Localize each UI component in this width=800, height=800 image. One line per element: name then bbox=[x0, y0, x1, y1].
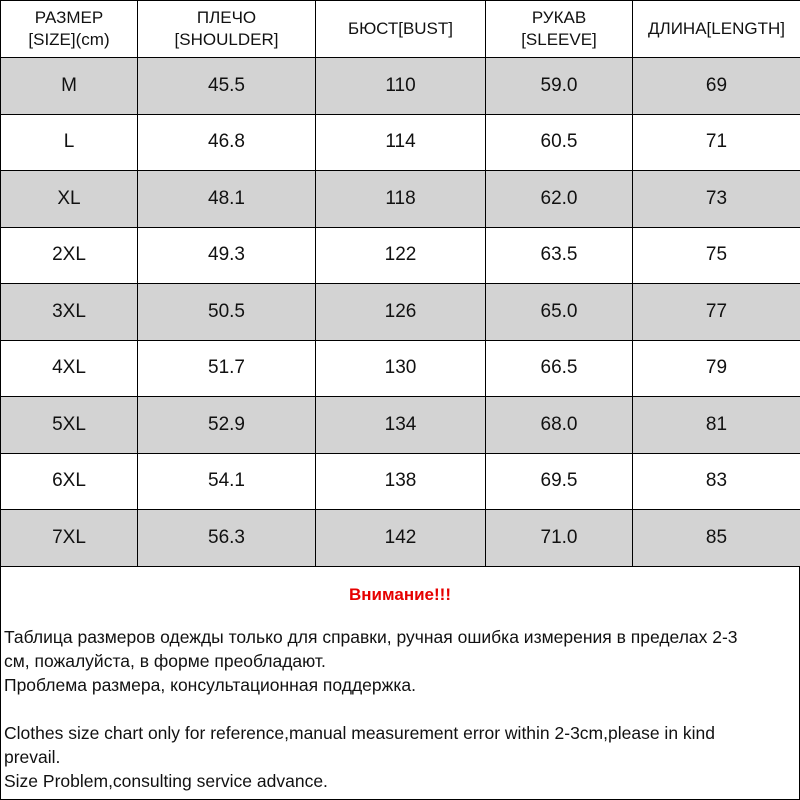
cell-bust: 134 bbox=[316, 397, 486, 454]
table-row bbox=[1, 510, 800, 567]
cell-bust: 126 bbox=[316, 284, 486, 341]
cell-length: 85 bbox=[633, 510, 800, 567]
header-shoulder bbox=[138, 1, 316, 58]
table-row bbox=[1, 340, 800, 397]
cell-size: 2XL bbox=[1, 227, 138, 284]
header-length bbox=[633, 1, 800, 58]
cell-bust: 110 bbox=[316, 58, 486, 115]
english-notice-line: prevail. bbox=[4, 747, 61, 767]
cell-shoulder: 54.1 bbox=[138, 453, 316, 510]
cell-length: 75 bbox=[633, 227, 800, 284]
cell-length: 73 bbox=[633, 171, 800, 228]
header-size-en: [SIZE](cm) bbox=[28, 30, 110, 49]
cell-size: 4XL bbox=[1, 340, 138, 397]
cell-bust: 118 bbox=[316, 171, 486, 228]
cell-bust: 142 bbox=[316, 510, 486, 567]
cell-shoulder: 46.8 bbox=[138, 114, 316, 171]
cell-bust: 130 bbox=[316, 340, 486, 397]
cell-shoulder: 56.3 bbox=[138, 510, 316, 567]
cell-size: XL bbox=[1, 171, 138, 228]
table-row bbox=[1, 284, 800, 341]
header-bust bbox=[316, 1, 486, 58]
cell-length: 69 bbox=[633, 58, 800, 115]
header-shoulder-ru: ПЛЕЧО bbox=[196, 8, 257, 27]
english-notice bbox=[4, 721, 796, 793]
cell-length: 71 bbox=[633, 114, 800, 171]
cell-bust: 114 bbox=[316, 114, 486, 171]
cell-sleeve: 59.0 bbox=[486, 58, 633, 115]
cell-length: 83 bbox=[633, 453, 800, 510]
cell-shoulder: 51.7 bbox=[138, 340, 316, 397]
header-sleeve-ru: РУКАВ bbox=[531, 8, 587, 27]
table-row bbox=[1, 227, 800, 284]
cell-length: 77 bbox=[633, 284, 800, 341]
cell-length: 79 bbox=[633, 340, 800, 397]
cell-sleeve: 69.5 bbox=[486, 453, 633, 510]
header-shoulder-en: [SHOULDER] bbox=[174, 30, 279, 49]
cell-bust: 138 bbox=[316, 453, 486, 510]
cell-sleeve: 65.0 bbox=[486, 284, 633, 341]
cell-sleeve: 68.0 bbox=[486, 397, 633, 454]
header-bust-label: БЮСТ[BUST] bbox=[347, 19, 454, 38]
cell-shoulder: 45.5 bbox=[138, 58, 316, 115]
header-size-ru: РАЗМЕР bbox=[34, 8, 104, 27]
cell-sleeve: 66.5 bbox=[486, 340, 633, 397]
table-row bbox=[1, 58, 800, 115]
table-row bbox=[1, 397, 800, 454]
english-notice-line: Clothes size chart only for reference,manual measurement error within 2-3cm,please in kind bbox=[4, 723, 716, 743]
notes-section bbox=[0, 566, 800, 799]
cell-sleeve: 60.5 bbox=[486, 114, 633, 171]
russian-notice-line: Таблица размеров одежды только для справки, ручная ошибка измерения в пределах 2-3 bbox=[4, 627, 738, 647]
cell-size: 6XL bbox=[1, 453, 138, 510]
header-length-label: ДЛИНА[LENGTH] bbox=[648, 19, 785, 38]
cell-size: 7XL bbox=[1, 510, 138, 567]
cell-sleeve: 71.0 bbox=[486, 510, 633, 567]
cell-bust: 122 bbox=[316, 227, 486, 284]
header-sleeve bbox=[486, 1, 633, 58]
header-row bbox=[1, 1, 800, 58]
cell-length: 81 bbox=[633, 397, 800, 454]
table-row bbox=[1, 453, 800, 510]
table-row bbox=[1, 114, 800, 171]
cell-shoulder: 48.1 bbox=[138, 171, 316, 228]
english-notice-line: Size Problem,consulting service advance. bbox=[4, 771, 328, 791]
cell-sleeve: 63.5 bbox=[486, 227, 633, 284]
cell-size: 3XL bbox=[1, 284, 138, 341]
header-size bbox=[1, 1, 138, 58]
russian-notice-line: см, пожалуйста, в форме преобладают. bbox=[4, 651, 326, 671]
attention-heading: Внимание!!! bbox=[349, 585, 451, 604]
russian-notice-line: Проблема размера, консультационная поддержка. bbox=[4, 675, 416, 695]
header-sleeve-en: [SLEEVE] bbox=[521, 30, 597, 49]
cell-size: 5XL bbox=[1, 397, 138, 454]
cell-shoulder: 52.9 bbox=[138, 397, 316, 454]
cell-size: M bbox=[1, 58, 138, 115]
cell-size: L bbox=[1, 114, 138, 171]
russian-notice bbox=[4, 625, 796, 697]
cell-shoulder: 50.5 bbox=[138, 284, 316, 341]
table-row bbox=[1, 171, 800, 228]
cell-sleeve: 62.0 bbox=[486, 171, 633, 228]
cell-shoulder: 49.3 bbox=[138, 227, 316, 284]
